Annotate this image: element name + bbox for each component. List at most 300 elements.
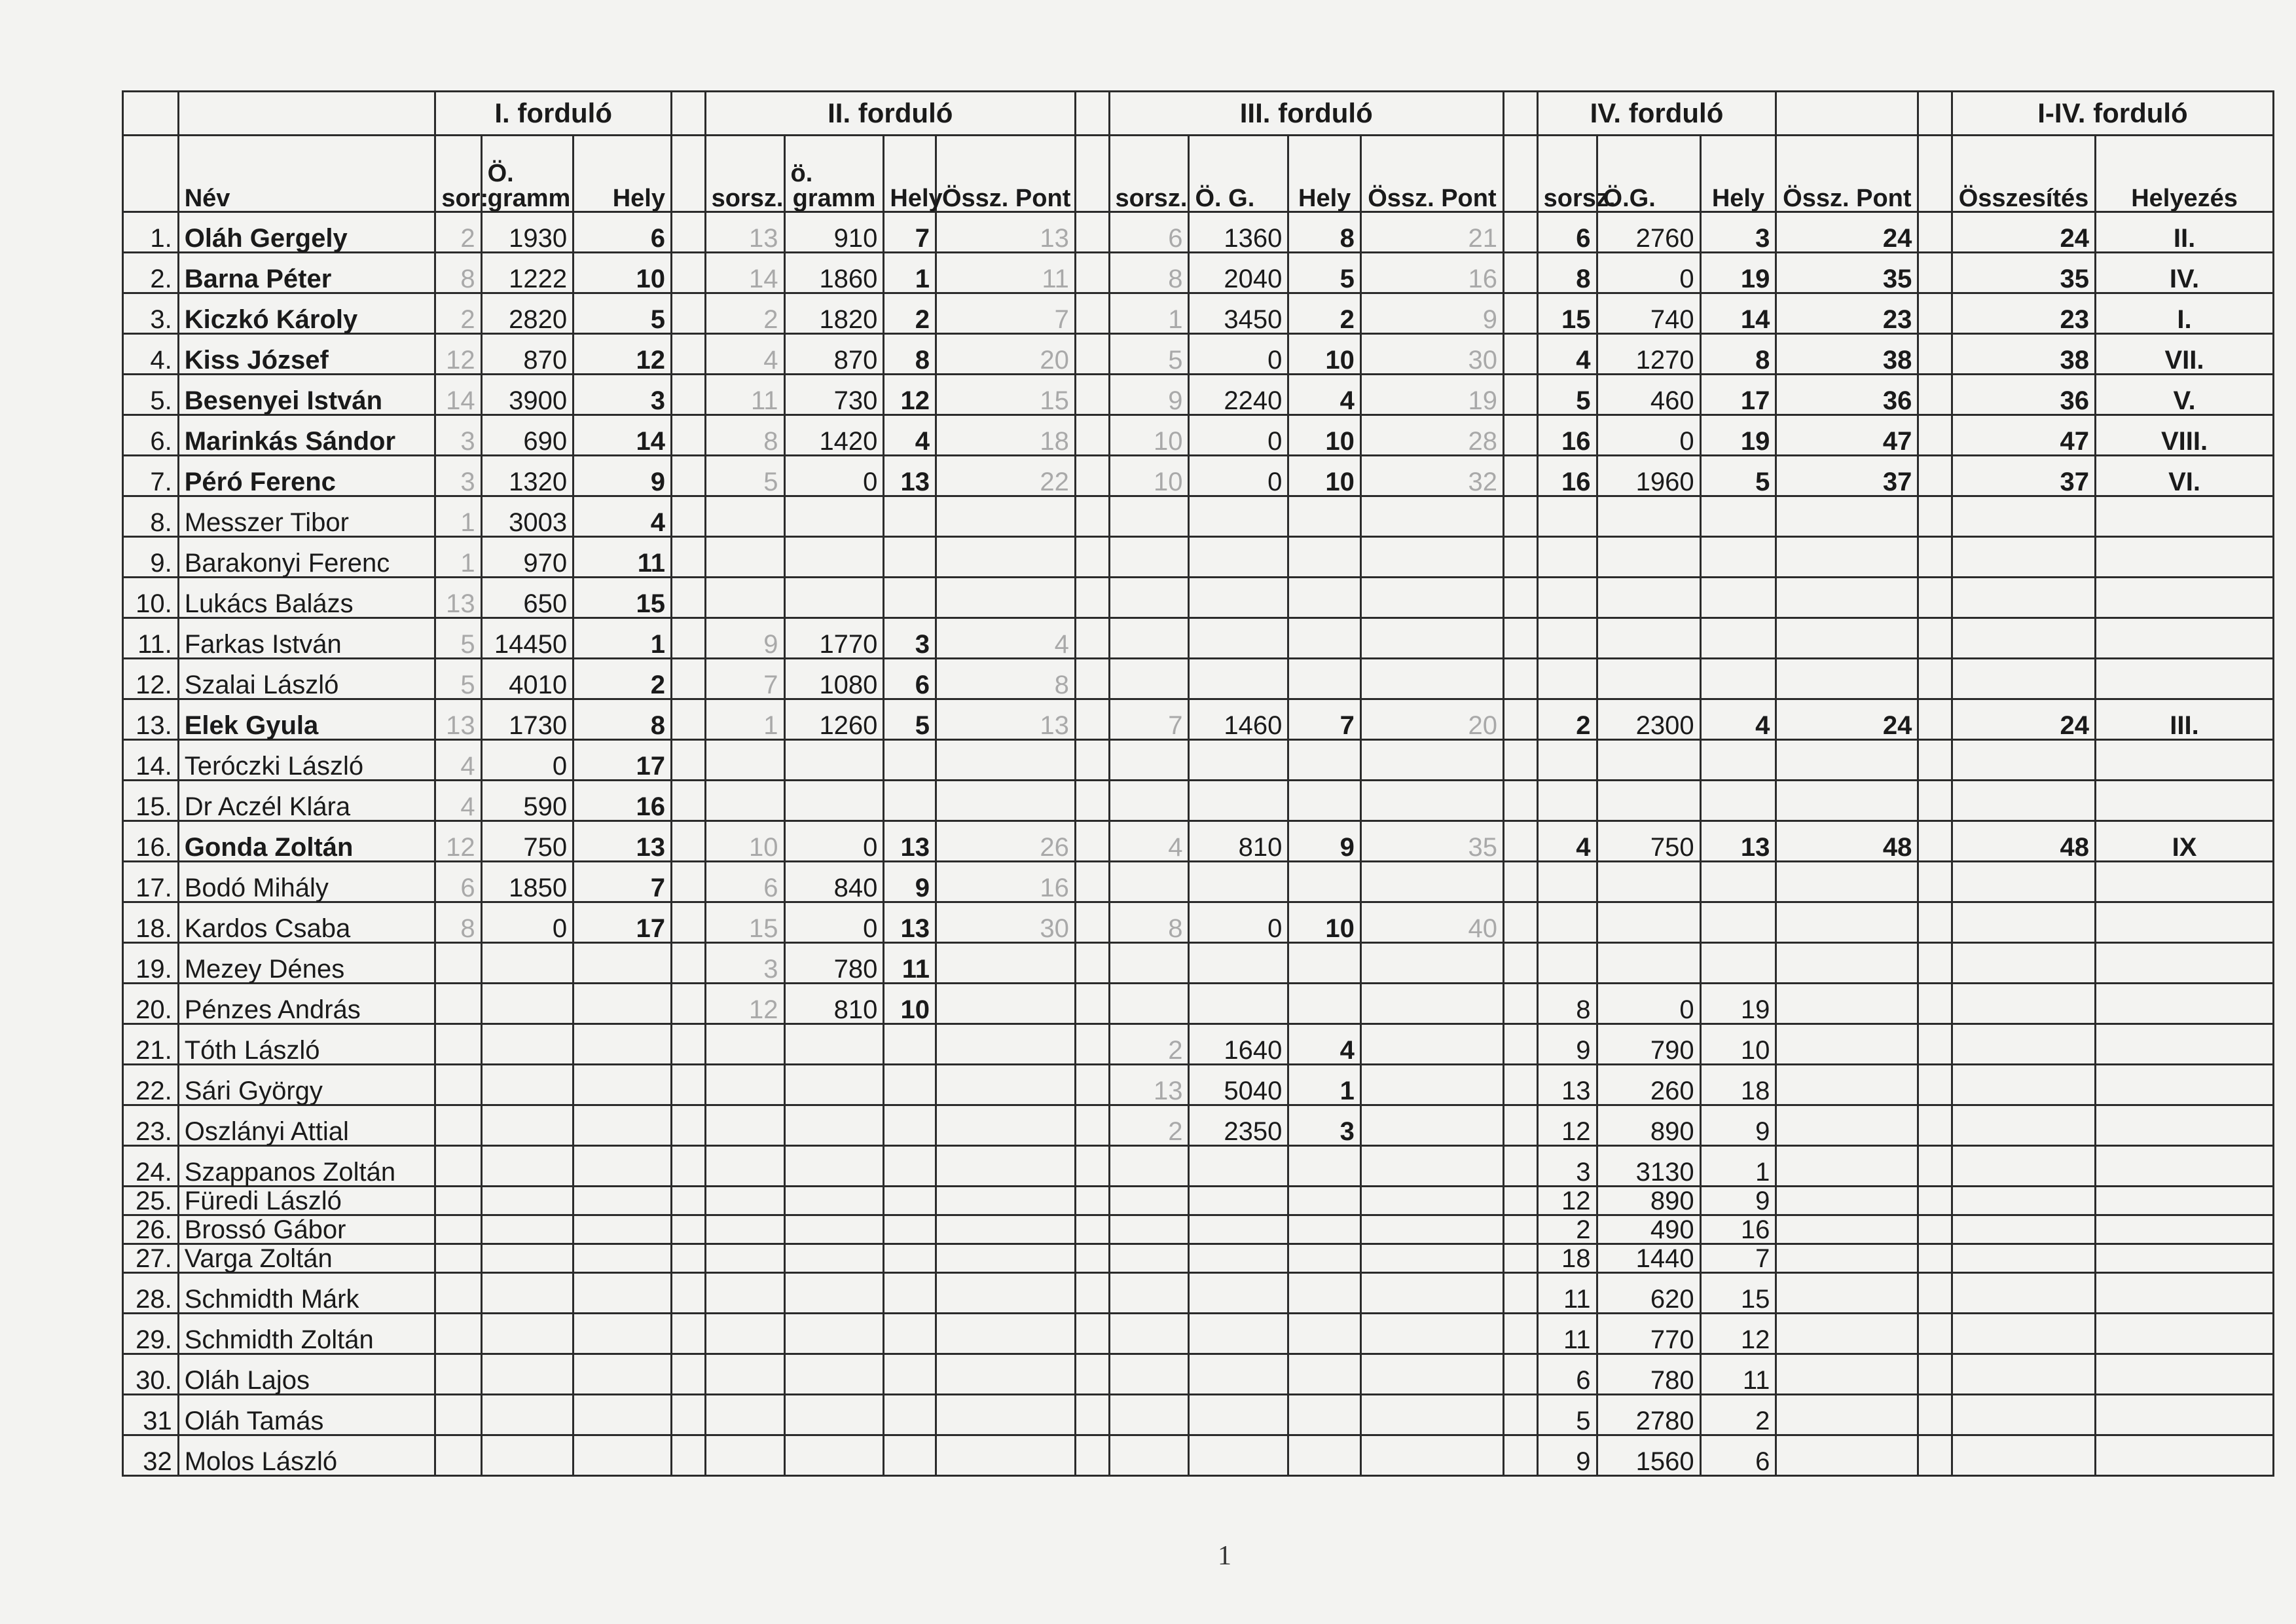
r1-ogramm (481, 1395, 574, 1435)
r4-ossz-pont: 36 (1776, 375, 1918, 415)
r3-ossz-pont: 35 (1360, 821, 1503, 862)
table-row (123, 1105, 2274, 1146)
table-row (123, 1354, 2274, 1395)
r2-hely (884, 1314, 936, 1354)
r4-ossz-pont (1776, 578, 1918, 618)
osszesites (1952, 984, 2096, 1024)
r3-hely (1288, 1187, 1361, 1215)
separator (1918, 862, 1952, 902)
separator (1075, 1024, 1109, 1065)
r3-og: 0 (1189, 415, 1288, 456)
r4-og: 0 (1597, 984, 1700, 1024)
r1-hely (574, 1395, 672, 1435)
header-helyezes: Helyezés (2096, 136, 2274, 212)
r4-hely: 5 (1700, 456, 1776, 496)
separator (1918, 1146, 1952, 1187)
separator (1918, 1215, 1952, 1244)
r2-hely (884, 1065, 936, 1105)
r2-ogramm (784, 1314, 884, 1354)
r3-ossz-pont: 21 (1360, 212, 1503, 253)
osszesites: 35 (1952, 253, 2096, 293)
r4-og (1597, 496, 1700, 537)
r4-hely (1700, 537, 1776, 578)
r3-sorsz: 8 (1109, 902, 1189, 943)
r3-ossz-pont (1360, 659, 1503, 699)
r2-sorsz: 10 (705, 821, 784, 862)
separator (1075, 293, 1109, 334)
r2-sorsz (705, 1215, 784, 1244)
r4-sorsz: 4 (1537, 821, 1597, 862)
r2-sorsz (705, 1244, 784, 1273)
r2-hely (884, 1435, 936, 1476)
r1-hely: 7 (574, 862, 672, 902)
separator (1503, 415, 1537, 456)
r3-og: 1460 (1189, 699, 1288, 740)
row-index: 14. (123, 740, 179, 781)
header-ogramm-o: Ö. (487, 160, 514, 187)
r1-sorsz: 5 (435, 618, 481, 659)
separator (1503, 578, 1537, 618)
r4-og: 750 (1597, 821, 1700, 862)
separator (671, 1105, 705, 1146)
r3-sorsz (1109, 862, 1189, 902)
osszesites: 38 (1952, 334, 2096, 375)
r3-sorsz: 4 (1109, 821, 1189, 862)
r3-og: 2240 (1189, 375, 1288, 415)
separator (1918, 136, 1952, 212)
helyezes: I. (2096, 293, 2274, 334)
table-row (123, 902, 2274, 943)
r1-hely (574, 1215, 672, 1244)
player-name: Teróczki László (178, 740, 435, 781)
r1-hely (574, 1105, 672, 1146)
r3-hely (1288, 578, 1361, 618)
r2-sorsz (705, 537, 784, 578)
r3-sorsz (1109, 1314, 1189, 1354)
total-header: I-IV. forduló (1952, 92, 2274, 136)
helyezes (2096, 618, 2274, 659)
r4-ossz-pont: 38 (1776, 334, 1918, 375)
separator (1918, 943, 1952, 984)
r4-sorsz (1537, 902, 1597, 943)
r3-hely (1288, 659, 1361, 699)
header-hely: Hely (1700, 136, 1776, 212)
player-name: Barakonyi Ferenc (178, 537, 435, 578)
r2-ossz-pont: 22 (936, 456, 1075, 496)
r4-og: 890 (1597, 1105, 1700, 1146)
r4-hely (1700, 659, 1776, 699)
table-row (123, 1187, 2274, 1215)
r1-sorsz (435, 943, 481, 984)
player-name: Mezey Dénes (178, 943, 435, 984)
r1-ogramm: 4010 (481, 659, 574, 699)
r2-ossz-pont (936, 1146, 1075, 1187)
r3-og (1189, 740, 1288, 781)
r4-sorsz: 2 (1537, 1215, 1597, 1244)
r4-ossz-pont: 24 (1776, 699, 1918, 740)
r3-hely: 1 (1288, 1065, 1361, 1105)
table-row (123, 1435, 2274, 1476)
player-name: Brossó Gábor (178, 1215, 435, 1244)
r3-sorsz: 9 (1109, 375, 1189, 415)
r1-sorsz (435, 1314, 481, 1354)
r2-ogramm: 1260 (784, 699, 884, 740)
r1-ogramm: 590 (481, 781, 574, 821)
r4-sorsz (1537, 659, 1597, 699)
r1-sorsz: 4 (435, 740, 481, 781)
r2-ogramm (784, 1187, 884, 1215)
r1-hely: 8 (574, 699, 672, 740)
r1-ogramm (481, 943, 574, 984)
player-name: Sári György (178, 1065, 435, 1105)
separator (1075, 862, 1109, 902)
separator (1918, 740, 1952, 781)
header-ogramm-g: gramm (487, 185, 571, 212)
r1-ogramm: 0 (481, 740, 574, 781)
r2-hely (884, 1273, 936, 1314)
r1-hely: 16 (574, 781, 672, 821)
player-name: Oszlányi Attial (178, 1105, 435, 1146)
r1-ogramm (481, 1273, 574, 1314)
r2-sorsz: 15 (705, 902, 784, 943)
r4-og: 0 (1597, 415, 1700, 456)
r3-ossz-pont (1360, 537, 1503, 578)
r1-ogramm: 970 (481, 537, 574, 578)
row-index: 6. (123, 415, 179, 456)
row-index: 27. (123, 1244, 179, 1273)
table-row (123, 1244, 2274, 1273)
separator (1503, 781, 1537, 821)
r3-hely (1288, 1215, 1361, 1244)
r4-sorsz: 12 (1537, 1105, 1597, 1146)
separator (1075, 253, 1109, 293)
separator (1918, 699, 1952, 740)
r2-sorsz: 2 (705, 293, 784, 334)
helyezes (2096, 1435, 2274, 1476)
r3-ossz-pont (1360, 984, 1503, 1024)
r3-ossz-pont: 32 (1360, 456, 1503, 496)
r4-sorsz: 2 (1537, 699, 1597, 740)
r3-hely: 2 (1288, 293, 1361, 334)
player-name: Pénzes András (178, 984, 435, 1024)
player-name: Bodó Mihály (178, 862, 435, 902)
header-osszesites: Összesítés (1952, 136, 2096, 212)
r2-ogramm (784, 1024, 884, 1065)
player-name: Füredi László (178, 1187, 435, 1215)
r4-sorsz: 4 (1537, 334, 1597, 375)
r4-og: 2780 (1597, 1395, 1700, 1435)
r1-hely: 17 (574, 740, 672, 781)
r2-sorsz (705, 496, 784, 537)
player-name: Szappanos Zoltán (178, 1146, 435, 1187)
r2-sorsz (705, 1187, 784, 1215)
r3-ossz-pont: 30 (1360, 334, 1503, 375)
r2-sorsz: 13 (705, 212, 784, 253)
r3-ossz-pont (1360, 740, 1503, 781)
r2-hely: 8 (884, 334, 936, 375)
r4-ossz-pont (1776, 659, 1918, 699)
header-ossz-pont: Össz. Pont (1360, 136, 1503, 212)
separator (1918, 659, 1952, 699)
r4-sorsz (1537, 537, 1597, 578)
r2-ogramm (784, 1354, 884, 1395)
r2-sorsz (705, 1024, 784, 1065)
separator (1503, 1244, 1537, 1273)
results-table (122, 90, 2274, 1477)
r4-hely: 3 (1700, 212, 1776, 253)
table-row (123, 699, 2274, 740)
r3-sorsz (1109, 659, 1189, 699)
r2-sorsz (705, 1273, 784, 1314)
r3-og (1189, 943, 1288, 984)
separator (1075, 1354, 1109, 1395)
separator (671, 1215, 705, 1244)
row-index: 10. (123, 578, 179, 618)
r2-ossz-pont (936, 496, 1075, 537)
table-row (123, 740, 2274, 781)
separator (1075, 984, 1109, 1024)
separator (671, 902, 705, 943)
r1-ogramm (481, 1244, 574, 1273)
r1-hely (574, 1187, 672, 1215)
separator (1503, 212, 1537, 253)
r1-sorsz: 3 (435, 456, 481, 496)
r4-hely: 8 (1700, 334, 1776, 375)
r1-ogramm (481, 1435, 574, 1476)
osszesites: 23 (1952, 293, 2096, 334)
r3-sorsz (1109, 1354, 1189, 1395)
r2-hely: 5 (884, 699, 936, 740)
r4-hely: 16 (1700, 1215, 1776, 1244)
r3-sorsz: 1 (1109, 293, 1189, 334)
r1-hely (574, 984, 672, 1024)
header-og: Ö.G. (1597, 136, 1700, 212)
separator (1075, 1435, 1109, 1476)
r4-ossz-pont (1776, 1354, 1918, 1395)
player-name: Schmidth Zoltán (178, 1314, 435, 1354)
row-index: 31 (123, 1395, 179, 1435)
row-index: 7. (123, 456, 179, 496)
separator (1918, 1065, 1952, 1105)
r2-ossz-pont: 7 (936, 293, 1075, 334)
r3-hely: 8 (1288, 212, 1361, 253)
separator (671, 212, 705, 253)
r4-og (1597, 537, 1700, 578)
player-name: Barna Péter (178, 253, 435, 293)
helyezes (2096, 1187, 2274, 1215)
separator (1075, 496, 1109, 537)
r3-og: 3450 (1189, 293, 1288, 334)
player-name: Szalai László (178, 659, 435, 699)
r3-sorsz: 7 (1109, 699, 1189, 740)
r3-hely: 9 (1288, 821, 1361, 862)
osszesites (1952, 1314, 2096, 1354)
separator (1075, 821, 1109, 862)
r1-hely: 4 (574, 496, 672, 537)
r2-ossz-pont: 4 (936, 618, 1075, 659)
separator (1918, 496, 1952, 537)
r3-og (1189, 1273, 1288, 1314)
r3-hely: 4 (1288, 375, 1361, 415)
separator (1918, 984, 1952, 1024)
r4-ossz-pont: 48 (1776, 821, 1918, 862)
r3-og: 0 (1189, 902, 1288, 943)
player-name: Kardos Csaba (178, 902, 435, 943)
separator (1075, 699, 1109, 740)
osszesites (1952, 618, 2096, 659)
separator (1075, 902, 1109, 943)
r1-ogramm (481, 1314, 574, 1354)
r2-sorsz (705, 781, 784, 821)
separator (1918, 212, 1952, 253)
table-row (123, 496, 2274, 537)
row-index: 4. (123, 334, 179, 375)
separator (1503, 1024, 1537, 1065)
r1-ogramm (481, 1065, 574, 1105)
r1-sorsz: 13 (435, 699, 481, 740)
separator (1918, 334, 1952, 375)
helyezes (2096, 943, 2274, 984)
r2-sorsz (705, 1435, 784, 1476)
header-row-columns (123, 136, 2274, 212)
r3-ossz-pont (1360, 1314, 1503, 1354)
r1-sorsz: 1 (435, 537, 481, 578)
separator (1075, 1314, 1109, 1354)
player-name: Farkas István (178, 618, 435, 659)
r1-hely: 5 (574, 293, 672, 334)
helyezes: VI. (2096, 456, 2274, 496)
r2-ossz-pont (936, 1395, 1075, 1435)
r4-ossz-pont: 47 (1776, 415, 1918, 456)
r2-ogramm (784, 740, 884, 781)
osszesites (1952, 1024, 2096, 1065)
r4-ossz-pont (1776, 1065, 1918, 1105)
helyezes (2096, 1314, 2274, 1354)
r4-sorsz (1537, 740, 1597, 781)
separator (1075, 1244, 1109, 1273)
r3-sorsz (1109, 1146, 1189, 1187)
r3-sorsz (1109, 496, 1189, 537)
table-row (123, 537, 2274, 578)
helyezes (2096, 1273, 2274, 1314)
r4-sorsz: 9 (1537, 1024, 1597, 1065)
round4-header: IV. forduló (1537, 92, 1776, 136)
r2-ossz-pont (936, 1065, 1075, 1105)
r3-og (1189, 1354, 1288, 1395)
separator (671, 862, 705, 902)
separator (671, 943, 705, 984)
r3-hely: 10 (1288, 456, 1361, 496)
osszesites: 37 (1952, 456, 2096, 496)
table-row (123, 1024, 2274, 1065)
r1-ogramm: 1222 (481, 253, 574, 293)
header-ogramm (784, 136, 884, 212)
r4-sorsz (1537, 781, 1597, 821)
player-name: Kiczkó Károly (178, 293, 435, 334)
separator (1075, 334, 1109, 375)
r2-ossz-pont (936, 1024, 1075, 1065)
r2-ogramm (784, 496, 884, 537)
r2-hely (884, 1215, 936, 1244)
r4-og: 770 (1597, 1314, 1700, 1354)
r3-sorsz (1109, 1187, 1189, 1215)
separator (1503, 1395, 1537, 1435)
osszesites (1952, 1435, 2096, 1476)
separator (671, 781, 705, 821)
r2-ossz-pont: 30 (936, 902, 1075, 943)
r2-sorsz: 8 (705, 415, 784, 456)
r4-og: 1440 (1597, 1244, 1700, 1273)
r4-hely: 15 (1700, 1273, 1776, 1314)
r2-ossz-pont (936, 984, 1075, 1024)
r4-sorsz: 11 (1537, 1314, 1597, 1354)
r4-sorsz: 8 (1537, 984, 1597, 1024)
separator (671, 415, 705, 456)
r2-ossz-pont: 13 (936, 699, 1075, 740)
helyezes (2096, 578, 2274, 618)
r3-sorsz: 2 (1109, 1024, 1189, 1065)
r2-ogramm: 1080 (784, 659, 884, 699)
r3-hely: 5 (1288, 253, 1361, 293)
r4-hely: 6 (1700, 1435, 1776, 1476)
helyezes (2096, 1215, 2274, 1244)
r2-ogramm: 1860 (784, 253, 884, 293)
r2-hely (884, 1146, 936, 1187)
r2-ossz-pont: 26 (936, 821, 1075, 862)
r1-ogramm: 690 (481, 415, 574, 456)
r3-sorsz (1109, 578, 1189, 618)
r2-ogramm: 1820 (784, 293, 884, 334)
r4-ossz-pont (1776, 1146, 1918, 1187)
row-index: 24. (123, 1146, 179, 1187)
r4-hely (1700, 943, 1776, 984)
separator (1918, 618, 1952, 659)
r3-og (1189, 1395, 1288, 1435)
r1-sorsz (435, 1273, 481, 1314)
r1-sorsz: 12 (435, 334, 481, 375)
r4-sorsz: 11 (1537, 1273, 1597, 1314)
r2-ossz-pont (936, 578, 1075, 618)
separator (1503, 699, 1537, 740)
r1-hely (574, 943, 672, 984)
r4-hely: 9 (1700, 1187, 1776, 1215)
separator (1503, 1215, 1537, 1244)
r2-hely (884, 578, 936, 618)
separator (1918, 1435, 1952, 1476)
r4-sorsz: 16 (1537, 415, 1597, 456)
r4-hely: 19 (1700, 984, 1776, 1024)
r3-sorsz (1109, 740, 1189, 781)
r1-hely (574, 1314, 672, 1354)
r2-sorsz: 7 (705, 659, 784, 699)
separator (1918, 1395, 1952, 1435)
row-index: 20. (123, 984, 179, 1024)
separator (1075, 740, 1109, 781)
osszesites (1952, 1105, 2096, 1146)
separator (1503, 136, 1537, 212)
r4-sorsz: 16 (1537, 456, 1597, 496)
separator (1918, 415, 1952, 456)
r2-hely (884, 1187, 936, 1215)
separator (671, 456, 705, 496)
r2-ogramm (784, 537, 884, 578)
r3-sorsz (1109, 1435, 1189, 1476)
r2-ossz-pont (936, 1314, 1075, 1354)
helyezes: IX (2096, 821, 2274, 862)
r4-sorsz: 13 (1537, 1065, 1597, 1105)
r3-og (1189, 1314, 1288, 1354)
r1-sorsz (435, 1244, 481, 1273)
